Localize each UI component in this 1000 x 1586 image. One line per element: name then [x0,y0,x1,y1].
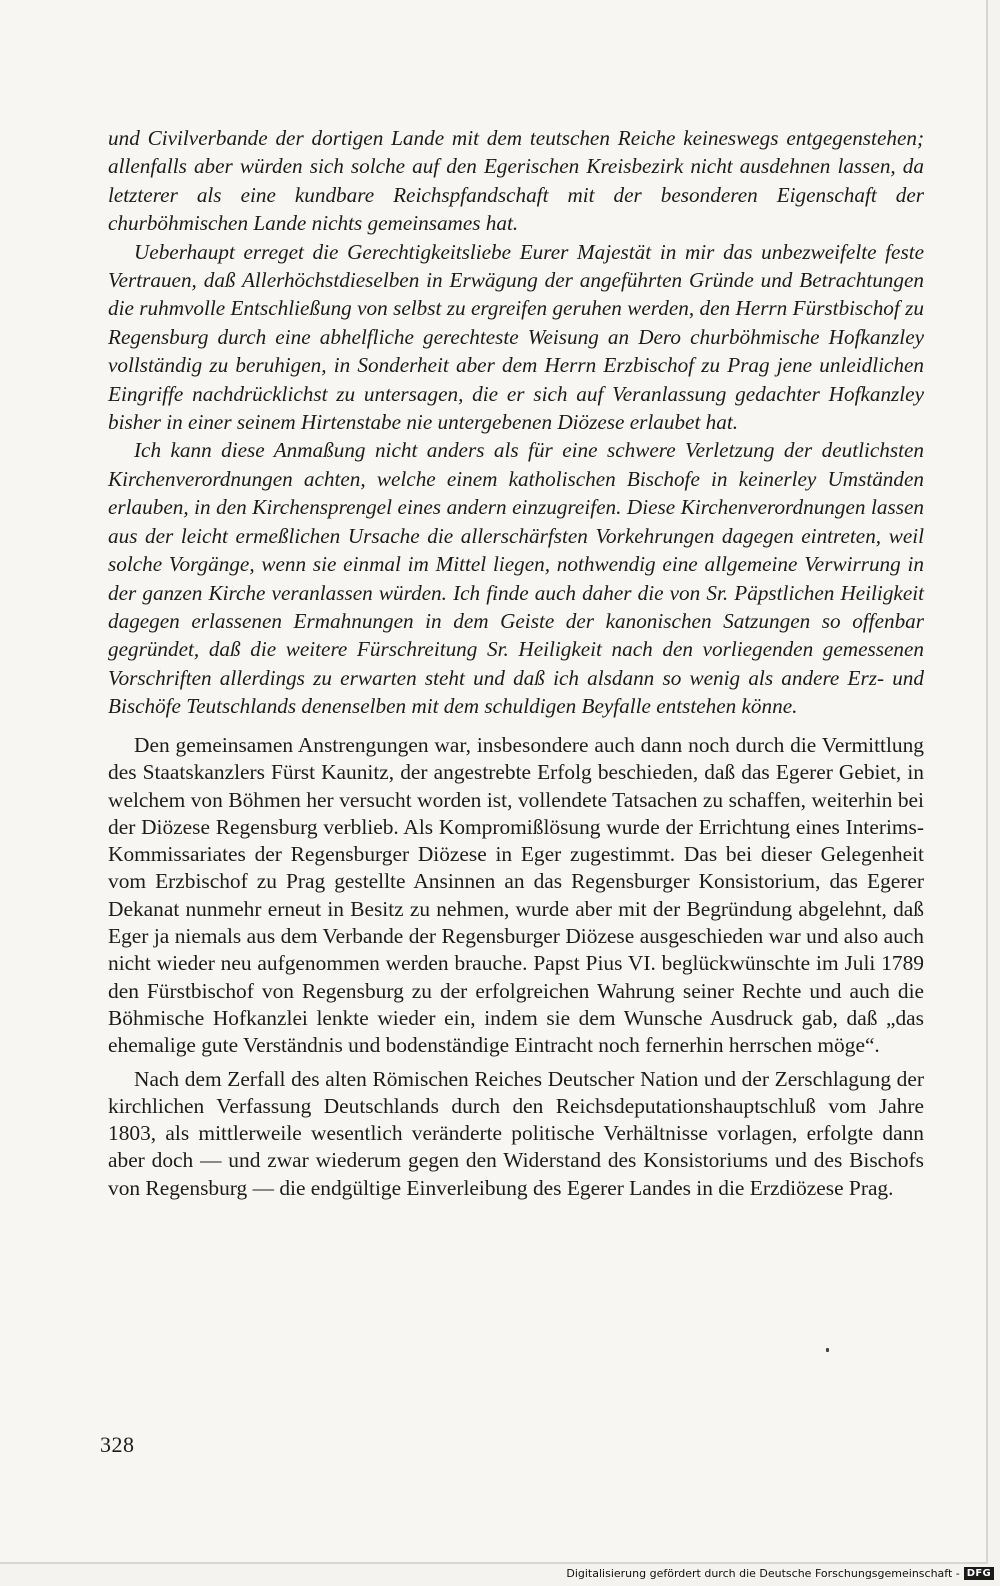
scan-speck [826,1348,829,1352]
digitization-footer [566,1564,994,1582]
funding-note: Digitalisierung gefördert durch die Deutsche Forschungsgemeinschaft - [566,1566,960,1580]
quoted-letter [108,124,924,721]
page-number: 328 [100,1432,135,1457]
quote-paragraph-3: Ich kann diese Anmaßung nicht anders als für eine schwere Verletzung der deutlichsten Kirchenverordnungen achten, welche einem katholischen Bischofe in keinerley Umständen erlauben, in den Kirchensprengel eines andern einzugreifen. Diese Kirchenverordnungen lassen aus der leicht ermeßlichen Ursache die allerschärfsten Vorkehrungen dagegen eintreten, weil solche Vorgänge, wenn sie einmal im Mittel liegen, nothwendig eine allgemeine Verwirrung in der ganzen Kirche veranlassen würden. Ich finde auch daher die von Sr. Päpstlichen Heiligkeit dagegen erlassenen Ermahnungen in dem Geiste der kanonischen Satzungen so offenbar gegründet, daß die weitere Fürschreitung Sr. Heiligkeit nach den vorliegenden gemessenen Vorschriften allerdings zu erwarten steht und daß ich alsdann so wenig als andere Erz- und Bischöfe Teutschlands denenselben mit dem schuldigen Beyfalle entstehen könne. [108,438,924,719]
main-text [108,732,924,1202]
body-paragraph-2: Nach dem Zerfall des alten Römischen Reiches Deutscher Nation und der Zerschlagung der kirchlichen Verfassung Deutschlands durch den Reichsdeputationshauptschluß vom Jahre 1803, als mittlerweile wesentlich veränderte politische Verhältnisse vorlagen, erfolgte dann aber doch — und zwar wiederum gegen den Widerstand des Konsistoriums und des Bischofs von Regensburg — die endgültige Einverleibung des Egerer Landes in die Erzdiözese Prag. [108,1066,924,1200]
dfg-logo: DFG [964,1567,994,1580]
quote-paragraph-1: und Civilverbande der dortigen Lande mit dem teutschen Reiche keineswegs entgegenstehen; allenfalls aber würden sich solche auf den Egerischen Kreisbezirk nicht ausdehnen lassen, da letzterer als eine kundbare Reichspfandschaft mit der besonderen Eigenschaft der churböhmischen Lande nichts gemeinsames hat. [108,126,924,236]
body-paragraph-1: Den gemeinsamen Anstrengungen war, insbesondere auch dann noch durch die Vermittlung des Staatskanzlers Fürst Kaunitz, der angestrebte Erfolg beschieden, daß das Egerer Gebiet, in welchem von Böhmen her versucht worden ist, vollendete Tatsachen zu schaffen, weiterhin bei der Diözese Regensburg verblieb. Als Kompromißlösung wurde der Errichtung eines Interims-Kommissariates der Regensburger Diözese in Eger zugestimmt. Das bei dieser Gelegenheit vom Erzbischof zu Prag gestellte Ansinnen an das Regensburger Konsistorium, das Egerer Dekanat nunmehr erneut in Besitz zu nehmen, wurde aber mit der Begründung abgelehnt, daß Eger ja niemals aus dem Verbande der Regensburger Diözese ausgeschieden war und also auch nicht wieder neu aufgenommen werden brauche. Papst Pius VI. beglückwünschte im Juli 1789 den Fürstbischof von Regensburg zu der erfolgreichen Wahrung seiner Rechte und auch die Böhmische Hofkanzlei lenkte wieder ein, indem sie dem Wunsche Ausdruck gab, daß „das ehemalige gute Verständnis und bodenständige Eintracht noch fernerhin herrschen möge“. [108,733,924,1058]
quote-paragraph-2: Ueberhaupt erreget die Gerechtigkeitsliebe Eurer Majestät in mir das unbezweifelte feste Vertrauen, daß Allerhöchstdieselben in Erwägung der angeführten Gründe und Betrachtungen die ruhmvolle Entschließung von selbst zu ergreifen geruhen werden, den Herrn Fürstbischof zu Regensburg durch eine abhelfliche gerechteste Weisung an Dero churböhmische Hofkanzley vollständig zu beruhigen, in Sonderheit aber dem Herrn Erzbischof zu Prag jene unleidlichen Eingriffe nachdrücklichst zu untersagen, die er sich auf Veranlassung gedachter Hofkanzley bisher in einer seinem Hirtenstabe nie untergebenen Diözese erlaubet hat. [108,239,924,435]
